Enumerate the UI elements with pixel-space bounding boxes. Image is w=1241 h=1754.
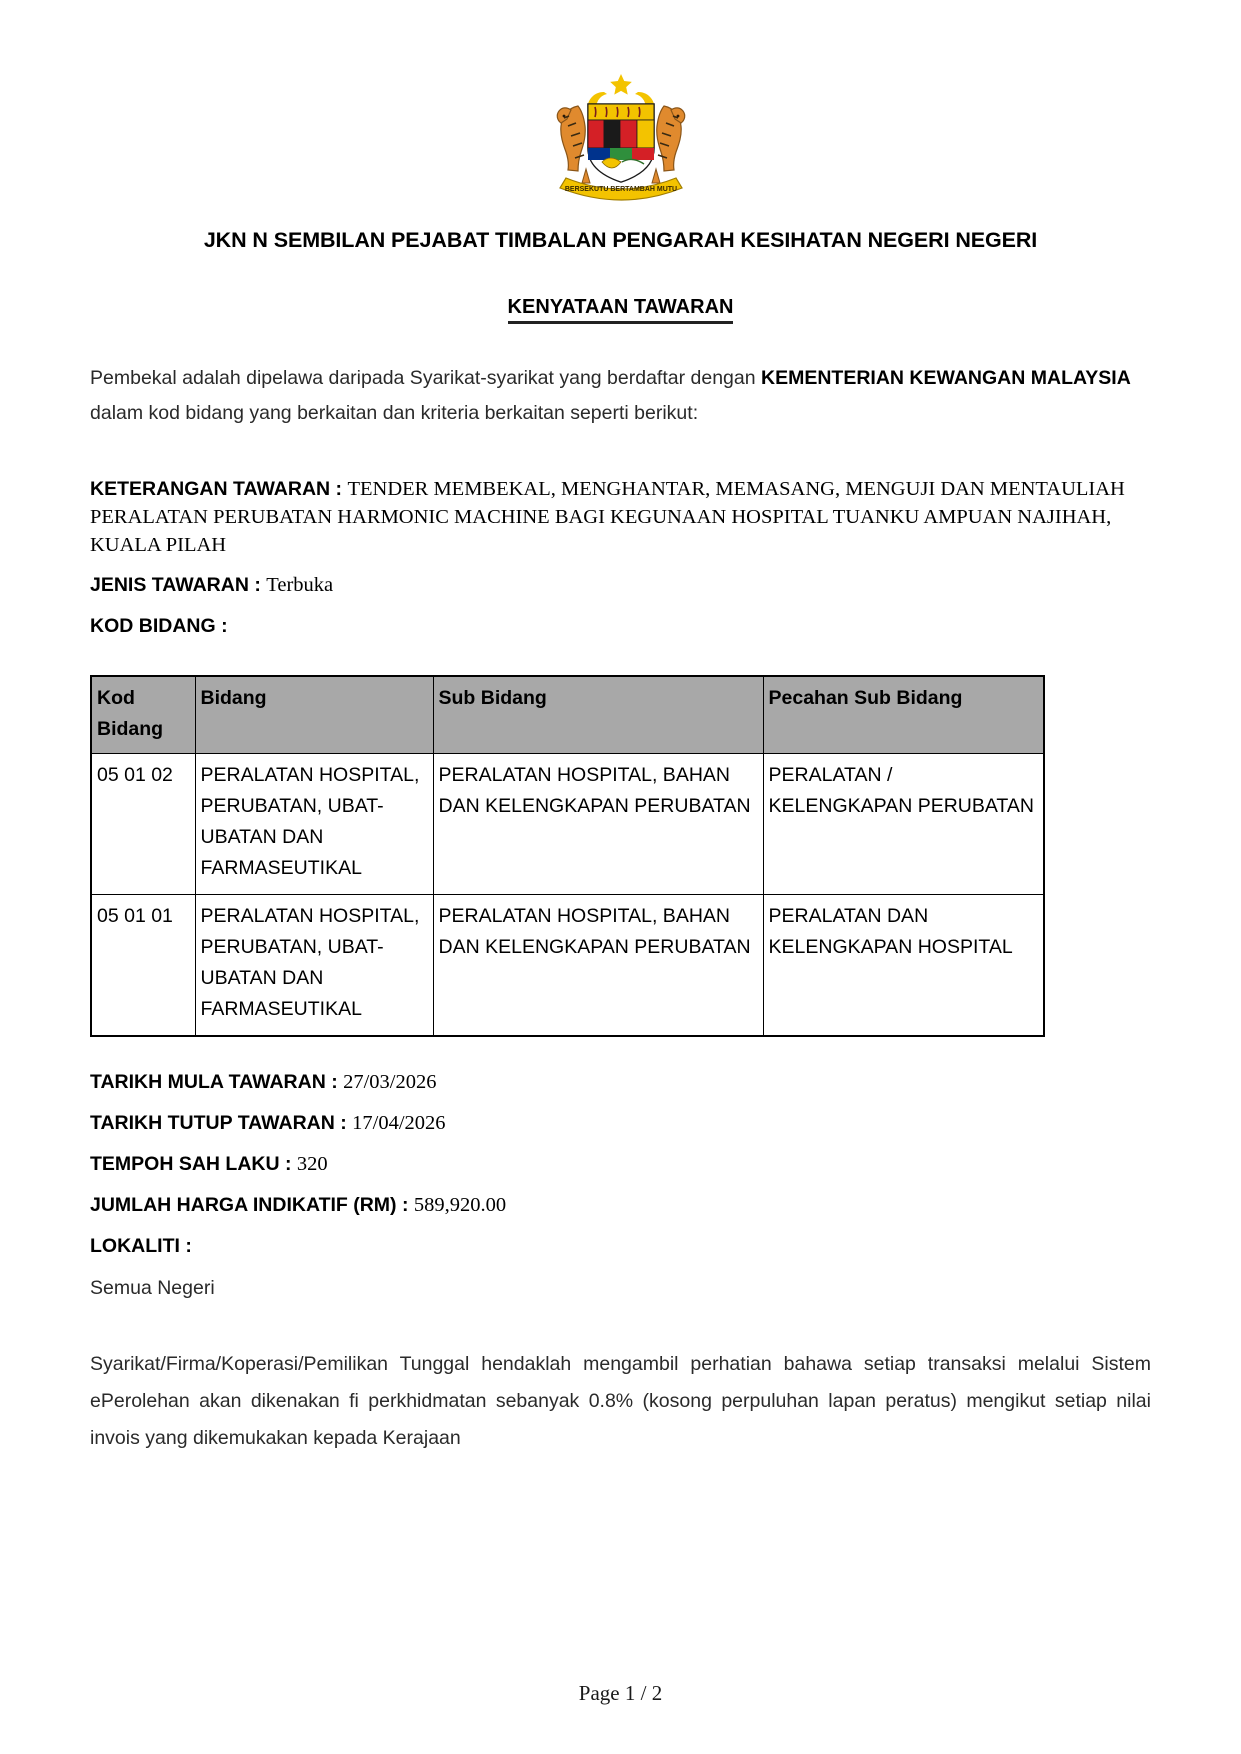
cell-sub-bidang: PERALATAN HOSPITAL, BAHAN DAN KELENGKAPAN PERUBATAN xyxy=(433,754,763,895)
field-label: LOKALITI : xyxy=(90,1235,192,1257)
field-kod-bidang xyxy=(90,611,1151,641)
emblem-container xyxy=(90,0,1151,206)
field-value: 17/04/2026 xyxy=(352,1112,446,1134)
closing-paragraph: Syarikat/Firma/Koperasi/Pemilikan Tunggal hendaklah mengambil perhatian bahawa setiap transaksi melalui Sistem ePerolehan akan dikenakan fi perkhidmatan sebanyak 0.8% (kosong perpuluhan lapan peratus) mengikut setiap nilai invois yang dikemukakan kepada Kerajaan xyxy=(90,1353,1151,1449)
table-row xyxy=(91,895,1044,1037)
field-value: 589,920.00 xyxy=(413,1194,507,1216)
kod-bidang-table xyxy=(90,675,1045,1037)
field-label: JUMLAH HARGA INDIKATIF (RM) : xyxy=(90,1194,409,1216)
column-header-kod-bidang: Kod Bidang xyxy=(91,676,195,754)
cell-bidang: PERALATAN HOSPITAL, PERUBATAN, UBAT-UBATAN DAN FARMASEUTIKAL xyxy=(195,895,433,1037)
field-label: KETERANGAN TAWARAN : xyxy=(90,478,343,500)
organization-title: JKN N SEMBILAN PEJABAT TIMBALAN PENGARAH KESIHATAN NEGERI NEGERI xyxy=(203,228,1038,252)
field-label: TEMPOH SAH LAKU : xyxy=(90,1153,292,1175)
malaysia-coat-of-arms-icon xyxy=(516,66,726,206)
field-label: KOD BIDANG : xyxy=(90,615,228,637)
cell-pecahan-sub-bidang: PERALATAN / KELENGKAPAN PERUBATAN xyxy=(763,754,1044,895)
field-value: TENDER MEMBEKAL, MENGHANTAR, MEMASANG, MENGUJI DAN MENTAULIAH PERALATAN PERUBATAN HARMONIC MACHINE BAGI KEGUNAAN HOSPITAL TUANKU AMPUAN NAJIHAH, KUALA PILAH xyxy=(90,478,1125,556)
intro-text-bold: KEMENTERIAN KEWANGAN MALAYSIA xyxy=(761,367,1131,389)
field-lokaliti xyxy=(90,1231,1151,1261)
field-value: 320 xyxy=(296,1153,328,1175)
intro-text-part2: dalam kod bidang yang berkaitan dan kriteria berkaitan seperti berikut: xyxy=(90,402,699,424)
cell-sub-bidang: PERALATAN HOSPITAL, BAHAN DAN KELENGKAPAN PERUBATAN xyxy=(433,895,763,1037)
cell-bidang: PERALATAN HOSPITAL, PERUBATAN, UBAT-UBATAN DAN FARMASEUTIKAL xyxy=(195,754,433,895)
field-value: Terbuka xyxy=(266,574,334,596)
field-jenis-tawaran xyxy=(90,570,1151,600)
cell-kod-bidang: 05 01 01 xyxy=(91,895,195,1037)
field-jumlah-harga-indikatif xyxy=(90,1190,1151,1220)
intro-text-part1: Pembekal adalah dipelawa daripada Syarikat-syarikat yang berdaftar dengan xyxy=(90,367,761,389)
field-keterangan-tawaran xyxy=(90,475,1151,559)
cell-pecahan-sub-bidang: PERALATAN DAN KELENGKAPAN HOSPITAL xyxy=(763,895,1044,1037)
document-title-container xyxy=(90,296,1151,324)
field-label: TARIKH TUTUP TAWARAN : xyxy=(90,1112,347,1134)
field-tarikh-tutup-tawaran xyxy=(90,1108,1151,1138)
tender-details-top xyxy=(90,475,1151,641)
svg-text:BERSEKUTU BERTAMBAH MUTU: BERSEKUTU BERTAMBAH MUTU xyxy=(564,186,677,193)
column-header-pecahan-sub-bidang: Pecahan Sub Bidang xyxy=(763,676,1044,754)
field-tempoh-sah-laku xyxy=(90,1149,1151,1179)
field-value: 27/03/2026 xyxy=(343,1071,437,1093)
field-tarikh-mula-tawaran xyxy=(90,1067,1151,1097)
cell-kod-bidang: 05 01 02 xyxy=(91,754,195,895)
column-header-bidang: Bidang xyxy=(195,676,433,754)
field-label: JENIS TAWARAN : xyxy=(90,574,261,596)
tender-details-bottom xyxy=(90,1067,1151,1303)
table-header-row xyxy=(91,676,1044,754)
page-footer: Page 1 / 2 xyxy=(578,1681,663,1705)
field-label: TARIKH MULA TAWARAN : xyxy=(90,1071,338,1093)
column-header-sub-bidang: Sub Bidang xyxy=(433,676,763,754)
intro-paragraph xyxy=(90,361,1151,431)
table-row xyxy=(91,754,1044,895)
lokaliti-value-text: Semua Negeri xyxy=(90,1277,215,1299)
page-title: KENYATAAN TAWARAN xyxy=(508,296,734,324)
